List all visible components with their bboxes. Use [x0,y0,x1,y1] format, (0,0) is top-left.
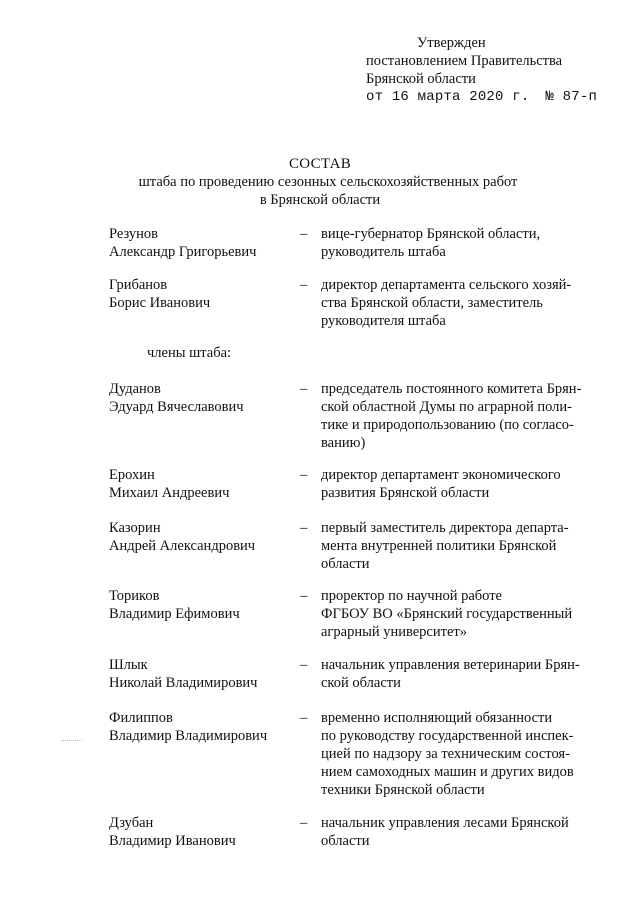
role-line: председатель постоянного комитета Брян- [321,381,582,397]
role-line: области [321,556,370,572]
dash: – [300,815,308,831]
role-line: директор департамента сельского хозяй- [321,277,572,293]
document-title: СОСТАВ [288,156,352,172]
dash: – [300,467,308,483]
role-line: вице-губернатор Брянской области, [321,226,541,242]
role-line: первый заместитель директора департа- [321,520,569,536]
role-line: ской области [321,675,401,691]
role-line: аграрный университет» [321,624,467,640]
date-prefix: от [366,89,384,105]
dash: – [300,588,308,604]
person-name [109,380,289,416]
scan-margin-mark [62,740,82,742]
person-role [321,276,601,330]
given-names: Михаил Андреевич [109,485,230,501]
person-role [321,466,601,502]
role-line: развития Брянской области [321,485,490,501]
person-name [109,519,289,555]
given-names: Николай Владимирович [109,675,258,691]
person-role [321,814,601,850]
dash: – [300,277,308,293]
given-names: Александр Григорьевич [109,244,257,260]
given-names: Андрей Александрович [109,538,256,554]
given-names: Владимир Владимирович [109,728,268,744]
surname: Шлык [109,657,148,673]
role-line: мента внутренней политики Брянской [321,538,557,554]
document-subtitle-line: штаба по проведению сезонных сельскохозяйственных работ [138,174,518,190]
approval-stamp [366,34,626,106]
person-name [109,466,289,502]
surname: Грибанов [109,277,168,293]
role-line: директор департамент экономического [321,467,561,483]
person-name [109,276,289,312]
role-line: ской областной Думы по аграрной поли- [321,399,572,415]
members-label: члены штаба: [147,345,232,361]
person-role [321,709,601,799]
person-name [109,225,289,261]
given-names: Борис Иванович [109,295,211,311]
role-line: цией по надзору за техническим состоя- [321,746,570,762]
person-role [321,380,601,452]
person-name [109,709,289,745]
role-line: ванию) [321,435,366,451]
person-role [321,225,601,261]
surname: Казорин [109,520,161,536]
surname: Ерохин [109,467,155,483]
surname: Филиппов [109,710,173,726]
surname: Ториков [109,588,160,604]
dash: – [300,226,308,242]
person-name [109,656,289,692]
approval-line: Брянской области [366,71,476,87]
document-title-block [0,155,640,209]
role-line: тике и природопользованию (по согласо- [321,417,574,433]
decree-number: № 87-п [545,89,598,105]
dash: – [300,520,308,536]
dash: – [300,381,308,397]
surname: Резунов [109,226,159,242]
approval-date-line [366,88,626,106]
approval-line: постановлением Правительства [366,53,563,69]
document-subtitle-line: в Брянской области [259,192,381,208]
given-names: Владимир Ефимович [109,606,240,622]
person-name [109,814,289,850]
surname: Дзубан [109,815,154,831]
role-line: нием самоходных машин и других видов [321,764,574,780]
role-line: руководитель штаба [321,244,446,260]
person-name [109,587,289,623]
role-line: проректор по научной работе [321,588,502,604]
given-names: Владимир Иванович [109,833,236,849]
dash: – [300,657,308,673]
person-role [321,519,601,573]
role-line: ФГБОУ ВО «Брянский государственный [321,606,573,622]
role-line: начальник управления лесами Брянской [321,815,569,831]
role-line: руководителя штаба [321,313,446,329]
role-line: начальник управления ветеринарии Брян- [321,657,580,673]
role-line: области [321,833,370,849]
approval-line: Утвержден [417,35,486,51]
person-role [321,587,601,641]
role-line: временно исполняющий обязанности [321,710,553,726]
surname: Дуданов [109,381,161,397]
role-line: по руководству государственной инспек- [321,728,574,744]
given-names: Эдуард Вячеславович [109,399,244,415]
role-line: техники Брянской области [321,782,485,798]
role-line: ства Брянской области, заместитель [321,295,543,311]
dash: – [300,710,308,726]
person-role [321,656,601,692]
approval-date: 16 марта 2020 г. [391,89,530,105]
